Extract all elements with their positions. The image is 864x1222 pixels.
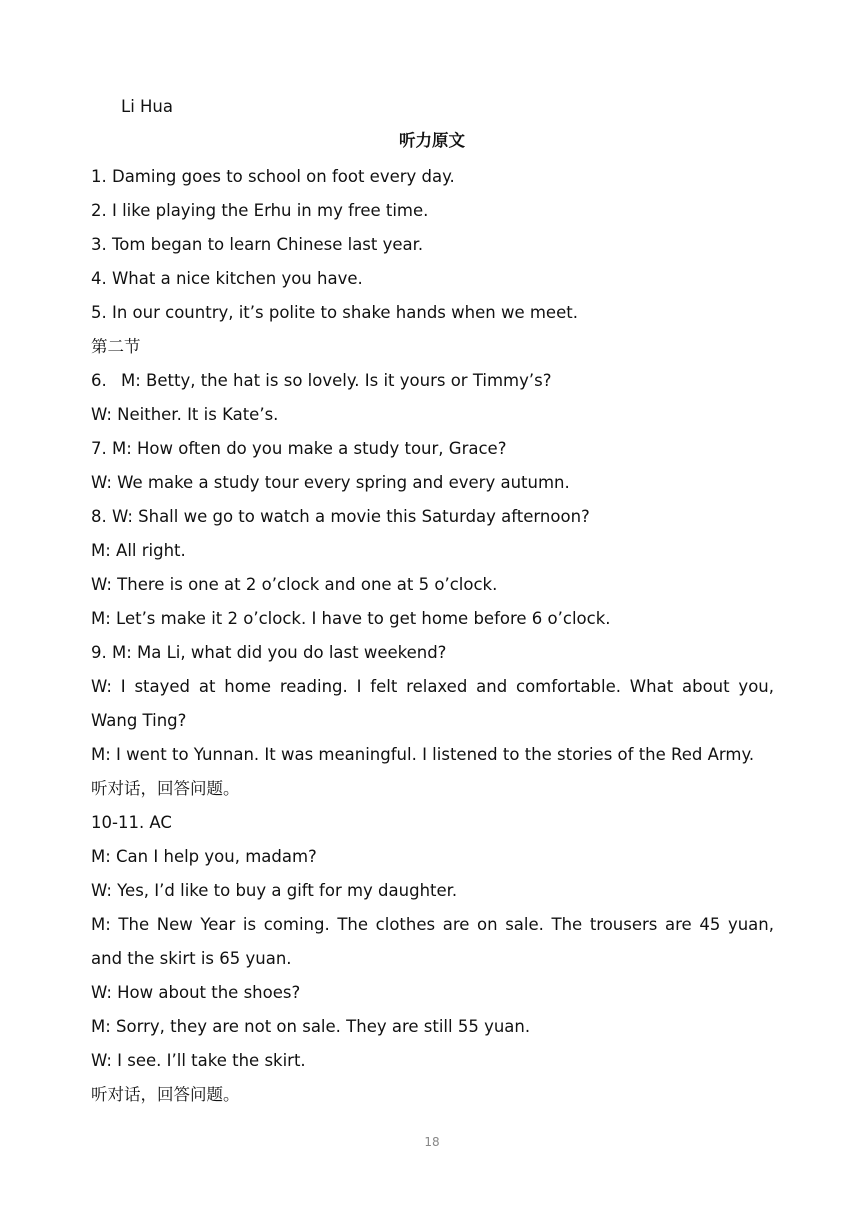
- section-heading-part-two: 第二节: [91, 337, 141, 356]
- transcript-line-12: W: There is one at 2 o’clock and one at 5 o’clock.: [91, 575, 498, 594]
- transcript-line-22: W: How about the shoes?: [91, 983, 301, 1002]
- transcript-line-4: 4. What a nice kitchen you have.: [91, 269, 363, 288]
- transcript-line-6: [91, 364, 774, 398]
- answer-line: 10-11. AC: [91, 813, 172, 832]
- transcript-line-9: W: We make a study tour every spring and every autumn.: [91, 473, 570, 492]
- transcript-paragraph-21: M: The New Year is coming. The clothes are on sale. The trousers are 45 yuan, and the skirt is 65 yuan.: [91, 915, 774, 968]
- transcript-line-1: 1. Daming goes to school on foot every day.: [91, 167, 455, 186]
- transcript-line-23: M: Sorry, they are not on sale. They are still 55 yuan.: [91, 1017, 531, 1036]
- transcript-line-3: 3. Tom began to learn Chinese last year.: [91, 235, 424, 254]
- transcript-line-8: 7. M: How often do you make a study tour, Grace?: [91, 439, 507, 458]
- page-number: 18: [424, 1135, 440, 1149]
- transcript-line-19: M: Can I help you, madam?: [91, 847, 317, 866]
- item-number: 6.: [91, 371, 107, 390]
- transcript-line-10: 8. W: Shall we go to watch a movie this Saturday afternoon?: [91, 507, 590, 526]
- transcript-line-13: M: Let’s make it 2 o’clock. I have to get home before 6 o’clock.: [91, 609, 611, 628]
- transcript-line-16: M: I went to Yunnan. It was meaningful. I listened to the stories of the Red Army.: [91, 745, 755, 764]
- section-title: 听力原文: [399, 131, 465, 150]
- transcript-line-14: 9. M: Ma Li, what did you do last weekend?: [91, 643, 447, 662]
- transcript-line-24: W: I see. I’ll take the skirt.: [91, 1051, 306, 1070]
- letter-signature: Li Hua: [121, 97, 173, 116]
- transcript-paragraph-15: W: I stayed at home reading. I felt relaxed and comfortable. What about you, Wang Ting?: [91, 677, 774, 730]
- transcript-body: [91, 160, 774, 1112]
- transcript-line-2: 2. I like playing the Erhu in my free time.: [91, 201, 429, 220]
- instruction-line: 听对话，回答问题。: [91, 1085, 240, 1104]
- dialogue-text: M: Betty, the hat is so lovely. Is it yours or Timmy’s?: [121, 371, 552, 390]
- transcript-line-5: 5. In our country, it’s polite to shake hands when we meet.: [91, 303, 578, 322]
- transcript-line-20: W: Yes, I’d like to buy a gift for my daughter.: [91, 881, 458, 900]
- transcript-line-7: W: Neither. It is Kate’s.: [91, 405, 279, 424]
- transcript-line-11: M: All right.: [91, 541, 186, 560]
- instruction-line: 听对话，回答问题。: [91, 779, 240, 798]
